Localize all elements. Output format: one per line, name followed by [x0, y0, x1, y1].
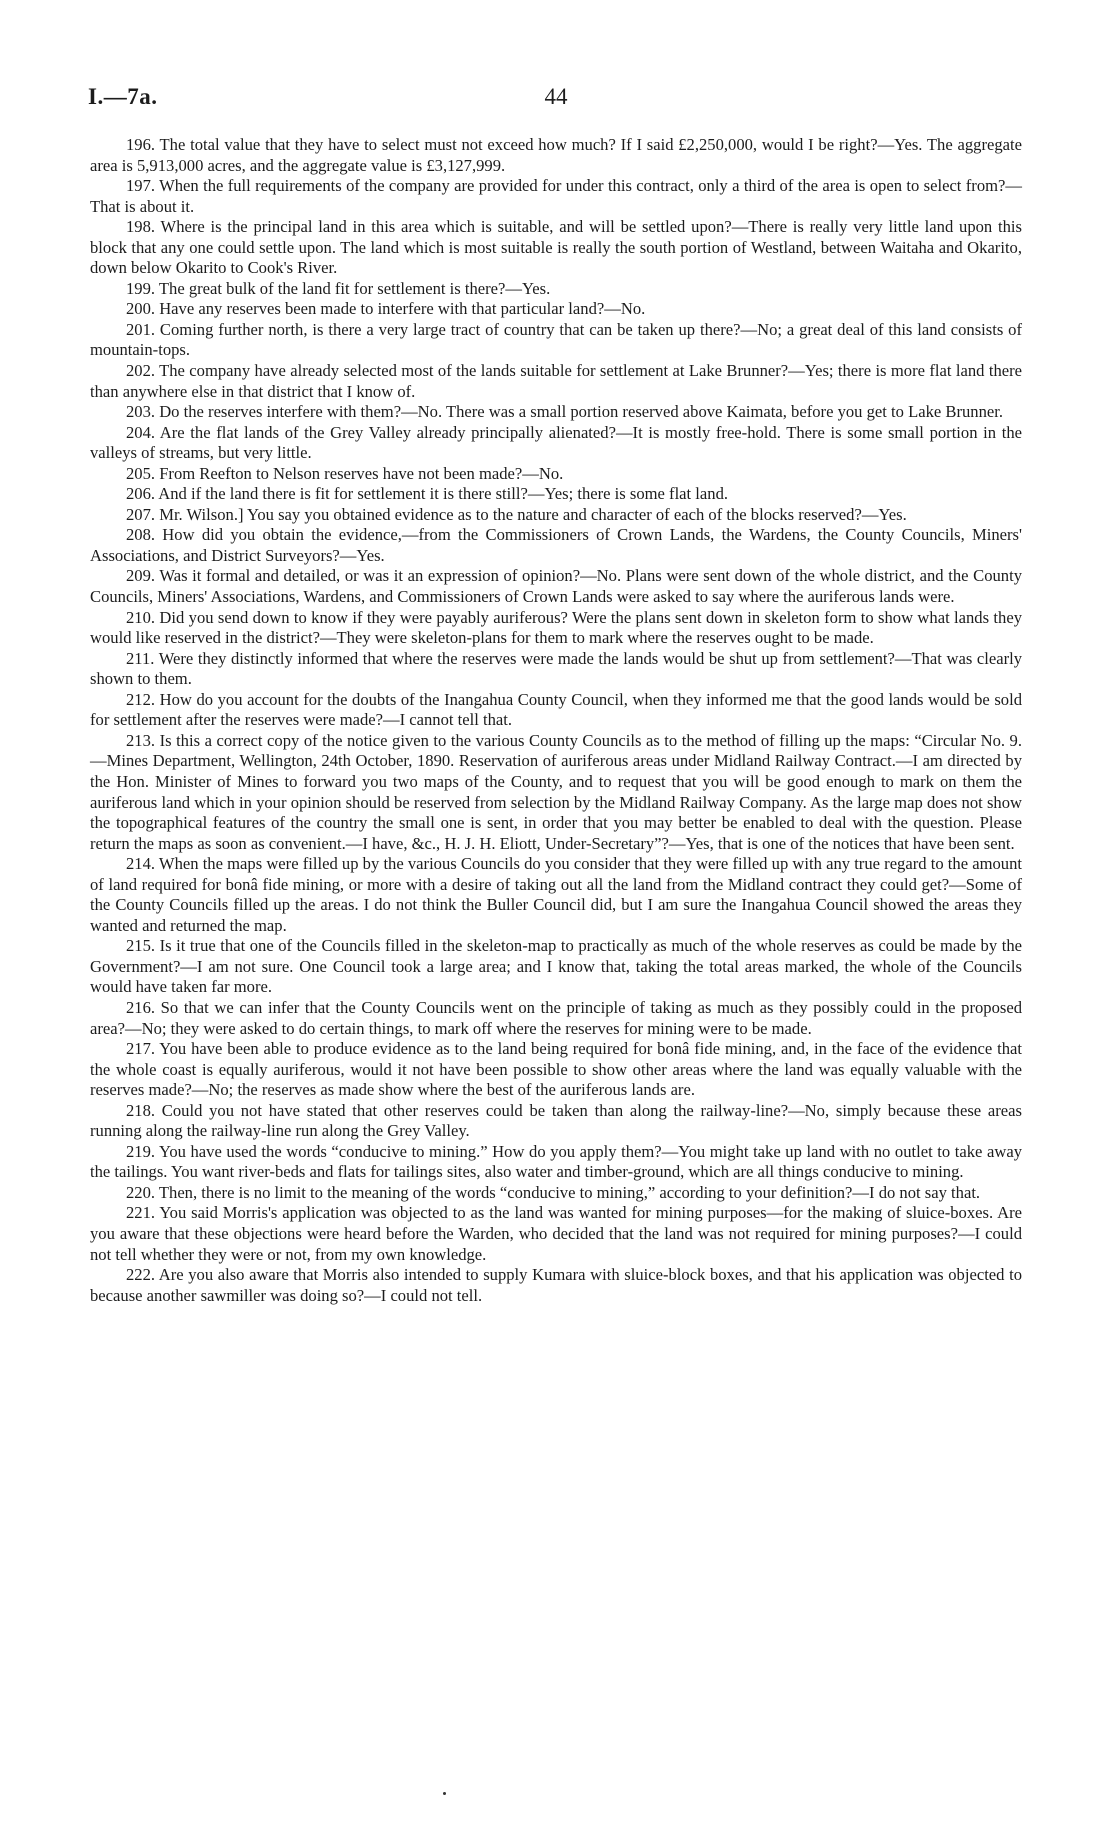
paragraph-212: 212. How do you account for the doubts of the Inangahua County Council, when they informed me that the good lands would be sold for settlement after the reserves were made?—I cannot tell that.	[90, 689, 1022, 730]
paragraph-198: 198. Where is the principal land in this area which is suitable, and will be settled upon?—There is really very little land upon this block that any one could settle upon. The land which is most suitable is really the south portion of Westland, between Waitaha and Okarito, down below Okarito to Cook's River.	[90, 217, 1022, 278]
paragraph-211: 211. Were they distinctly informed that where the reserves were made the lands would be shut up from settlement?—That was clearly shown to them.	[90, 648, 1022, 689]
paragraph-222: 222. Are you also aware that Morris also intended to supply Kumara with sluice-block boxes, and that his application was objected to because another sawmiller was doing so?—I could not tell.	[90, 1265, 1022, 1305]
paragraph-204: 204. Are the flat lands of the Grey Valley already principally alienated?—It is mostly free-hold. There is some small portion in the valleys of streams, but very little.	[90, 422, 1022, 463]
page-number: 44	[544, 84, 568, 109]
paragraph-196: 196. The total value that they have to select must not exceed how much? If I said £2,250,000, would I be right?—Yes. The aggregate area is 5,913,000 acres, and the aggregate value is £3,127,999.	[90, 135, 1022, 175]
paragraph-202: 202. The company have already selected most of the lands suitable for settlement at Lake Brunner?—Yes; there is more flat land there than anywhere else in that district that I know of.	[90, 361, 1022, 401]
paragraph-208: 208. How did you obtain the evidence,—from the Commissioners of Crown Lands, the Wardens, the County Councils, Miners' Associations, and District Surveyors?—Yes.	[90, 525, 1022, 565]
paragraph-207: 207. Mr. Wilson.] You say you obtained evidence as to the nature and character of each of the blocks reserved?—Yes.	[126, 504, 907, 524]
paragraph-215: 215. Is it true that one of the Councils filled in the skeleton-map to practically as much of the whole reserves as could be made by the Government?—I am not sure. One Council took a large area; and I know that, taking the total areas marked, the whole of the Councils would have taken far more.	[90, 936, 1022, 997]
paragraph-209: 209. Was it formal and detailed, or was it an expression of opinion?—No. Plans were sent down of the whole district, and the County Councils, Miners' Associations, Wardens, and Commissioners of Crown Lands were asked to say where the auriferous lands were.	[90, 566, 1022, 607]
paragraph-217: 217. You have been able to produce evidence as to the land being required for bonâ fide mining, and, in the face of the evidence that the whole coast is equally auriferous, would it not have been possible to show other areas where the land was equally valuable with the reserves made?—No; the reserves as made show where the best of the auriferous lands are.	[90, 1039, 1022, 1100]
paragraph-221: 221. You said Morris's application was objected to as the land was wanted for mining purposes—for the making of sluice-boxes. Are you aware that these objections were heard before the Warden, who decided that the land was not required for mining purposes?—I could not tell whether they were or not, from my own knowledge.	[90, 1203, 1022, 1264]
paragraph-200: 200. Have any reserves been made to interfere with that particular land?—No.	[126, 299, 646, 319]
paragraph-205: 205. From Reefton to Nelson reserves have not been made?—No.	[126, 463, 564, 483]
document-reference: I.—7a.	[88, 84, 158, 109]
paragraph-197: 197. When the full requirements of the company are provided for under this contract, only a third of the area is open to select from?—That is about it.	[90, 176, 1022, 216]
paragraph-219: 219. You have used the words “conducive to mining.” How do you apply them?—You might take up land with no outlet to take away the tailings. You want river-beds and flats for tailings sites, also water and timber-ground, which are all things conducive to mining.	[90, 1141, 1022, 1182]
paragraph-203: 203. Do the reserves interfere with them?—No. There was a small portion reserved above Kaimata, before you get to Lake Brunner.	[126, 402, 1004, 422]
paragraph-201: 201. Coming further north, is there a very large tract of country that can be taken up there?—No; a great deal of this land consists of mountain-tops.	[90, 319, 1022, 360]
paragraph-218: 218. Could you not have stated that other reserves could be taken than along the railway-line?—No, simply because these areas running along the railway-line run along the Grey Valley.	[90, 1100, 1022, 1141]
page-header	[88, 84, 1024, 114]
paragraph-214: 214. When the maps were filled up by the various Councils do you consider that they were filled up with any true regard to the amount of land required for bonâ fide mining, or more with a desire of taking out all the land from the Midland contract they could get?—Some of the County Councils filled up the areas. I do not think the Buller Council did, but I am sure the Inangahua Council showed the areas they wanted and returned the map.	[90, 854, 1022, 935]
printing-mark	[443, 1792, 446, 1795]
paragraph-199: 199. The great bulk of the land fit for settlement is there?—Yes.	[126, 278, 551, 298]
testimony-body	[90, 135, 1022, 1306]
paragraph-220: 220. Then, there is no limit to the meaning of the words “conducive to mining,” according to your definition?—I do not say that.	[126, 1182, 981, 1202]
paragraph-216: 216. So that we can infer that the County Councils went on the principle of taking as much as they possibly could in the proposed area?—No; they were asked to do certain things, to mark off where the reserves for mining were to be made.	[90, 997, 1022, 1038]
paragraph-210: 210. Did you send down to know if they were payably auriferous? Were the plans sent down in skeleton form to show what lands they would like reserved in the district?—They were skeleton-plans for them to mark where the reserves ought to be made.	[90, 607, 1022, 648]
paragraph-213: 213. Is this a correct copy of the notice given to the various County Councils as to the method of filling up the maps: “Circular No. 9.—Mines Department, Wellington, 24th October, 1890. Reservation of auriferous areas under Midland Railway Contract.—I am directed by the Hon. Minister of Mines to forward you two maps of the County, and to request that you will be good enough to mark on them the auriferous land which in your opinion should be reserved from selection by the Midland Railway Company. As the large map does not show the topographical features of the country the small one is sent, in order that you may better be enabled to deal with the question. Please return the maps as soon as convenient.—I have, &c., H. J. H. Eliott, Under-Secretary”?—Yes, that is one of the notices that have been sent.	[90, 730, 1022, 853]
paragraph-206: 206. And if the land there is fit for settlement it is there still?—Yes; there is some flat land.	[126, 484, 729, 504]
